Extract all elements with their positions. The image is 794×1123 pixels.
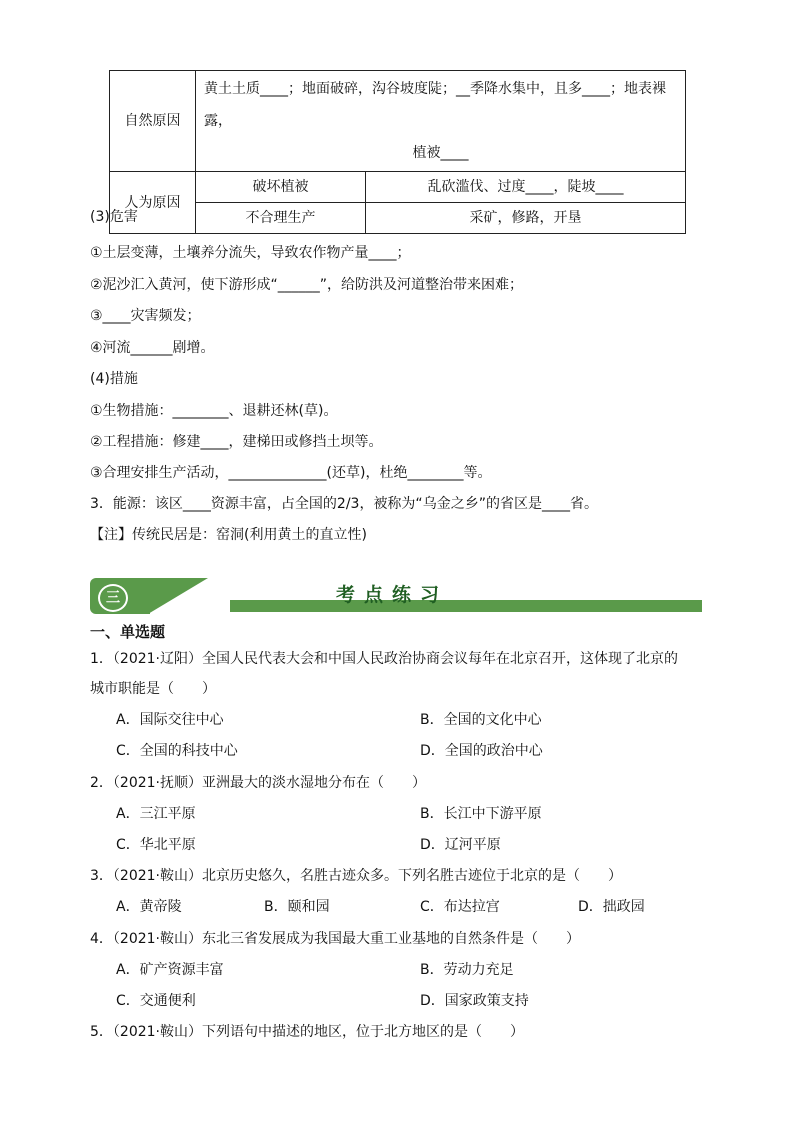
- section-banner: [90, 578, 702, 616]
- energy-line: 3．能源：该区____资源丰富，占全国的2/3，被称为“乌金之乡”的省区是____省。: [90, 496, 598, 512]
- option-c: C．华北平原: [116, 837, 196, 853]
- human-cause-label: 人为原因: [110, 172, 196, 234]
- harm-item: ④河流______剧增。: [90, 340, 215, 356]
- table-cell: 乱砍滥伐、过度____，陡坡____: [366, 172, 686, 203]
- table-cell: 采矿，修路，开垦: [366, 203, 686, 234]
- section-title: 一、单选题: [90, 623, 166, 641]
- question-stem: 1．（2021·辽阳）全国人民代表大会和中国人民政治协商会议每年在北京召开，这体现了北京的: [90, 651, 678, 667]
- table-row: [110, 172, 686, 203]
- option-a: A．黄帝陵: [116, 899, 182, 915]
- banner-badge: [90, 578, 150, 614]
- banner-rule: [230, 600, 702, 612]
- question-stem: 2．（2021·抚顺）亚洲最大的淡水湿地分布在（ ）: [90, 775, 426, 791]
- measure-item: ②工程措施：修建____，建梯田或修挡土坝等。: [90, 434, 383, 450]
- natural-cause-label: 自然原因: [110, 71, 196, 172]
- measures-heading: (4)措施: [90, 371, 138, 387]
- harm-item: ③____灾害频发；: [90, 308, 201, 324]
- option-d: D．辽河平原: [420, 837, 501, 853]
- harm-item: ②泥沙汇入黄河，使下游形成“______”，给防洪及河道整治带来困难；: [90, 277, 524, 293]
- option-d: D．国家政策支持: [420, 993, 529, 1009]
- banner-title: 考点练习: [336, 584, 449, 606]
- option-d: D．全国的政治中心: [420, 743, 543, 759]
- table-cell: 破坏植被: [196, 172, 366, 203]
- table-row: [110, 71, 686, 172]
- question-stem: 3．（2021·鞍山）北京历史悠久，名胜古迹众多。下列名胜古迹位于北京的是（ ）: [90, 868, 622, 884]
- question-stem: 5．（2021·鞍山）下列语句中描述的地区，位于北方地区的是（ ）: [90, 1024, 524, 1040]
- option-d: D．拙政园: [578, 899, 645, 915]
- section-number-icon: 三: [98, 584, 128, 612]
- question-stem: 4．（2021·鞍山）东北三省发展成为我国最大重工业基地的自然条件是（ ）: [90, 931, 580, 947]
- option-a: A．三江平原: [116, 806, 196, 822]
- option-c: C．全国的科技中心: [116, 743, 238, 759]
- banner-slant: [148, 578, 208, 614]
- natural-cause-line-2: 植被____: [412, 145, 469, 161]
- table-row: [110, 203, 686, 234]
- option-c: C．交通便利: [116, 993, 196, 1009]
- option-b: B．颐和园: [264, 899, 330, 915]
- harm-heading: (3)危害: [90, 209, 138, 225]
- option-b: B．劳动力充足: [420, 962, 514, 978]
- table-cell: 不合理生产: [196, 203, 366, 234]
- option-c: C．布达拉宫: [420, 899, 500, 915]
- natural-cause-detail: [196, 71, 686, 172]
- question-stem-cont: 城市职能是（ ）: [90, 681, 216, 697]
- option-b: B．长江中下游平原: [420, 806, 542, 822]
- measure-item: ①生物措施：________、退耕还林(草)。: [90, 403, 338, 419]
- option-a: A．国际交往中心: [116, 712, 224, 728]
- soil-erosion-causes-table: [109, 70, 686, 234]
- option-a: A．矿产资源丰富: [116, 962, 224, 978]
- harm-item: ①土层变薄，土壤养分流失，导致农作物产量____；: [90, 245, 411, 261]
- natural-cause-line-1: 黄土土质____；地面破碎，沟谷坡度陡；__季降水集中，且多____；地表裸露，: [204, 81, 666, 129]
- option-b: B．全国的文化中心: [420, 712, 542, 728]
- note-line: 【注】传统民居是：窑洞(利用黄土的直立性): [90, 527, 367, 543]
- measure-item: ③合理安排生产活动，______________(还草)，杜绝________等。: [90, 465, 492, 481]
